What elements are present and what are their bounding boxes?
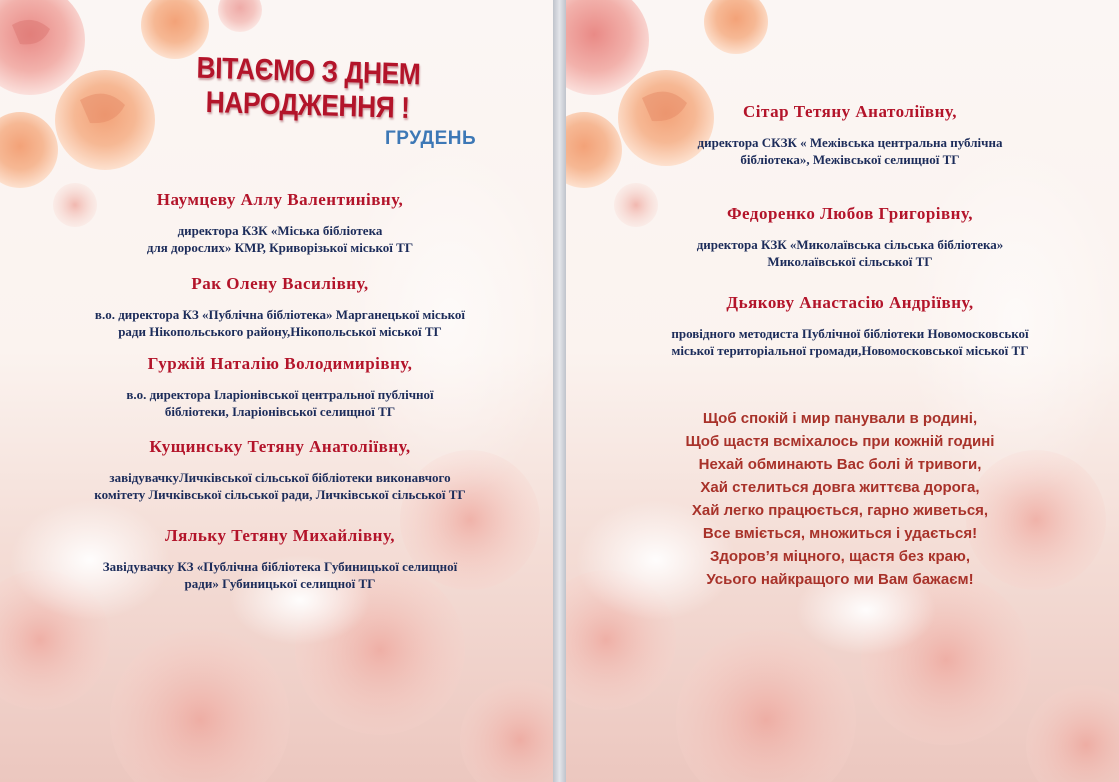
person-position: директора КЗК «Миколаївська сільська бібліотека» Миколаївської сільської ТГ: [696, 237, 1004, 269]
person-name: Ляльку Тетяну Михайлівну,: [165, 526, 395, 545]
person-name: Наумцеву Аллу Валентинівну,: [156, 190, 404, 209]
birthday-entry: [40, 274, 520, 340]
greeting-title: ВІТАЄМО З ДНЕМ НАРОДЖЕННЯ !: [196, 51, 421, 126]
person-name: Федоренко Любов Григорівну,: [726, 204, 974, 223]
poem-line: Хай легко працюється, гарно живеться,: [691, 502, 989, 519]
month-label: ГРУДЕНЬ: [385, 128, 477, 149]
birthday-entry: [40, 437, 520, 503]
person-name: Сітар Тетяну Анатоліївну,: [743, 102, 957, 121]
person-position: провідного методиста Публічної бібліотеки Новомосковської міської територіальної громади,Новомосковської міської ТГ: [671, 326, 1029, 358]
poem-line: Хай стелиться довга життєва дорога,: [700, 479, 980, 496]
birthday-entry: [610, 102, 1090, 168]
person-name: Гуржій Наталію Володимирівну,: [147, 354, 413, 373]
person-position: завідувачкуЛичківської сільської бібліотеки виконавчого комітету Личківської сільської ради, Личківської сільської ТГ: [94, 470, 466, 502]
birthday-entry: [40, 526, 520, 592]
page-divider: [553, 0, 566, 782]
person-position: директора КЗК «Міська бібліотека для дорослих» КМР, Криворізької міської ТГ: [146, 223, 414, 255]
person-name: Рак Олену Василівну,: [191, 274, 369, 293]
person-position: директора СКЗК « Межівська центральна публічна бібліотека», Межівської селищної ТГ: [697, 135, 1003, 167]
person-position: Завідувачку КЗ «Публічна бібліотека Губиницької селищної ради» Губиницької селищної ТГ: [102, 559, 458, 591]
birthday-poem: [620, 407, 1060, 591]
birthday-entry: [610, 204, 1090, 270]
birthday-entry: [40, 354, 520, 420]
person-name: Кущинську Тетяну Анатоліївну,: [149, 437, 411, 456]
poem-line: Усього найкращого ми Вам бажаєм!: [706, 571, 974, 588]
person-name: Дьякову Анастасію Андріївну,: [726, 293, 974, 312]
birthday-entry: [40, 190, 520, 256]
poem-line: Щоб щастя всміхалось при кожній годині: [685, 433, 995, 450]
left-page: [0, 0, 553, 782]
poem-line: Нехай обминають Вас болі й тривоги,: [698, 456, 982, 473]
poem-line: Все вміється, множиться і удається!: [702, 525, 978, 542]
poem-line: Щоб спокій і мир панували в родині,: [702, 410, 978, 427]
poem-line: Здоров’я міцного, щастя без краю,: [710, 548, 970, 565]
person-position: в.о. директора КЗ «Публічна бібліотека» Марганецької міської ради Нікопольського району,Нікопольської міської ТГ: [94, 307, 466, 339]
birthday-entry: [610, 293, 1090, 359]
person-position: в.о. директора Іларіонівської центральної публічної бібліотеки, Іларіонівської селищної ТГ: [126, 387, 434, 419]
